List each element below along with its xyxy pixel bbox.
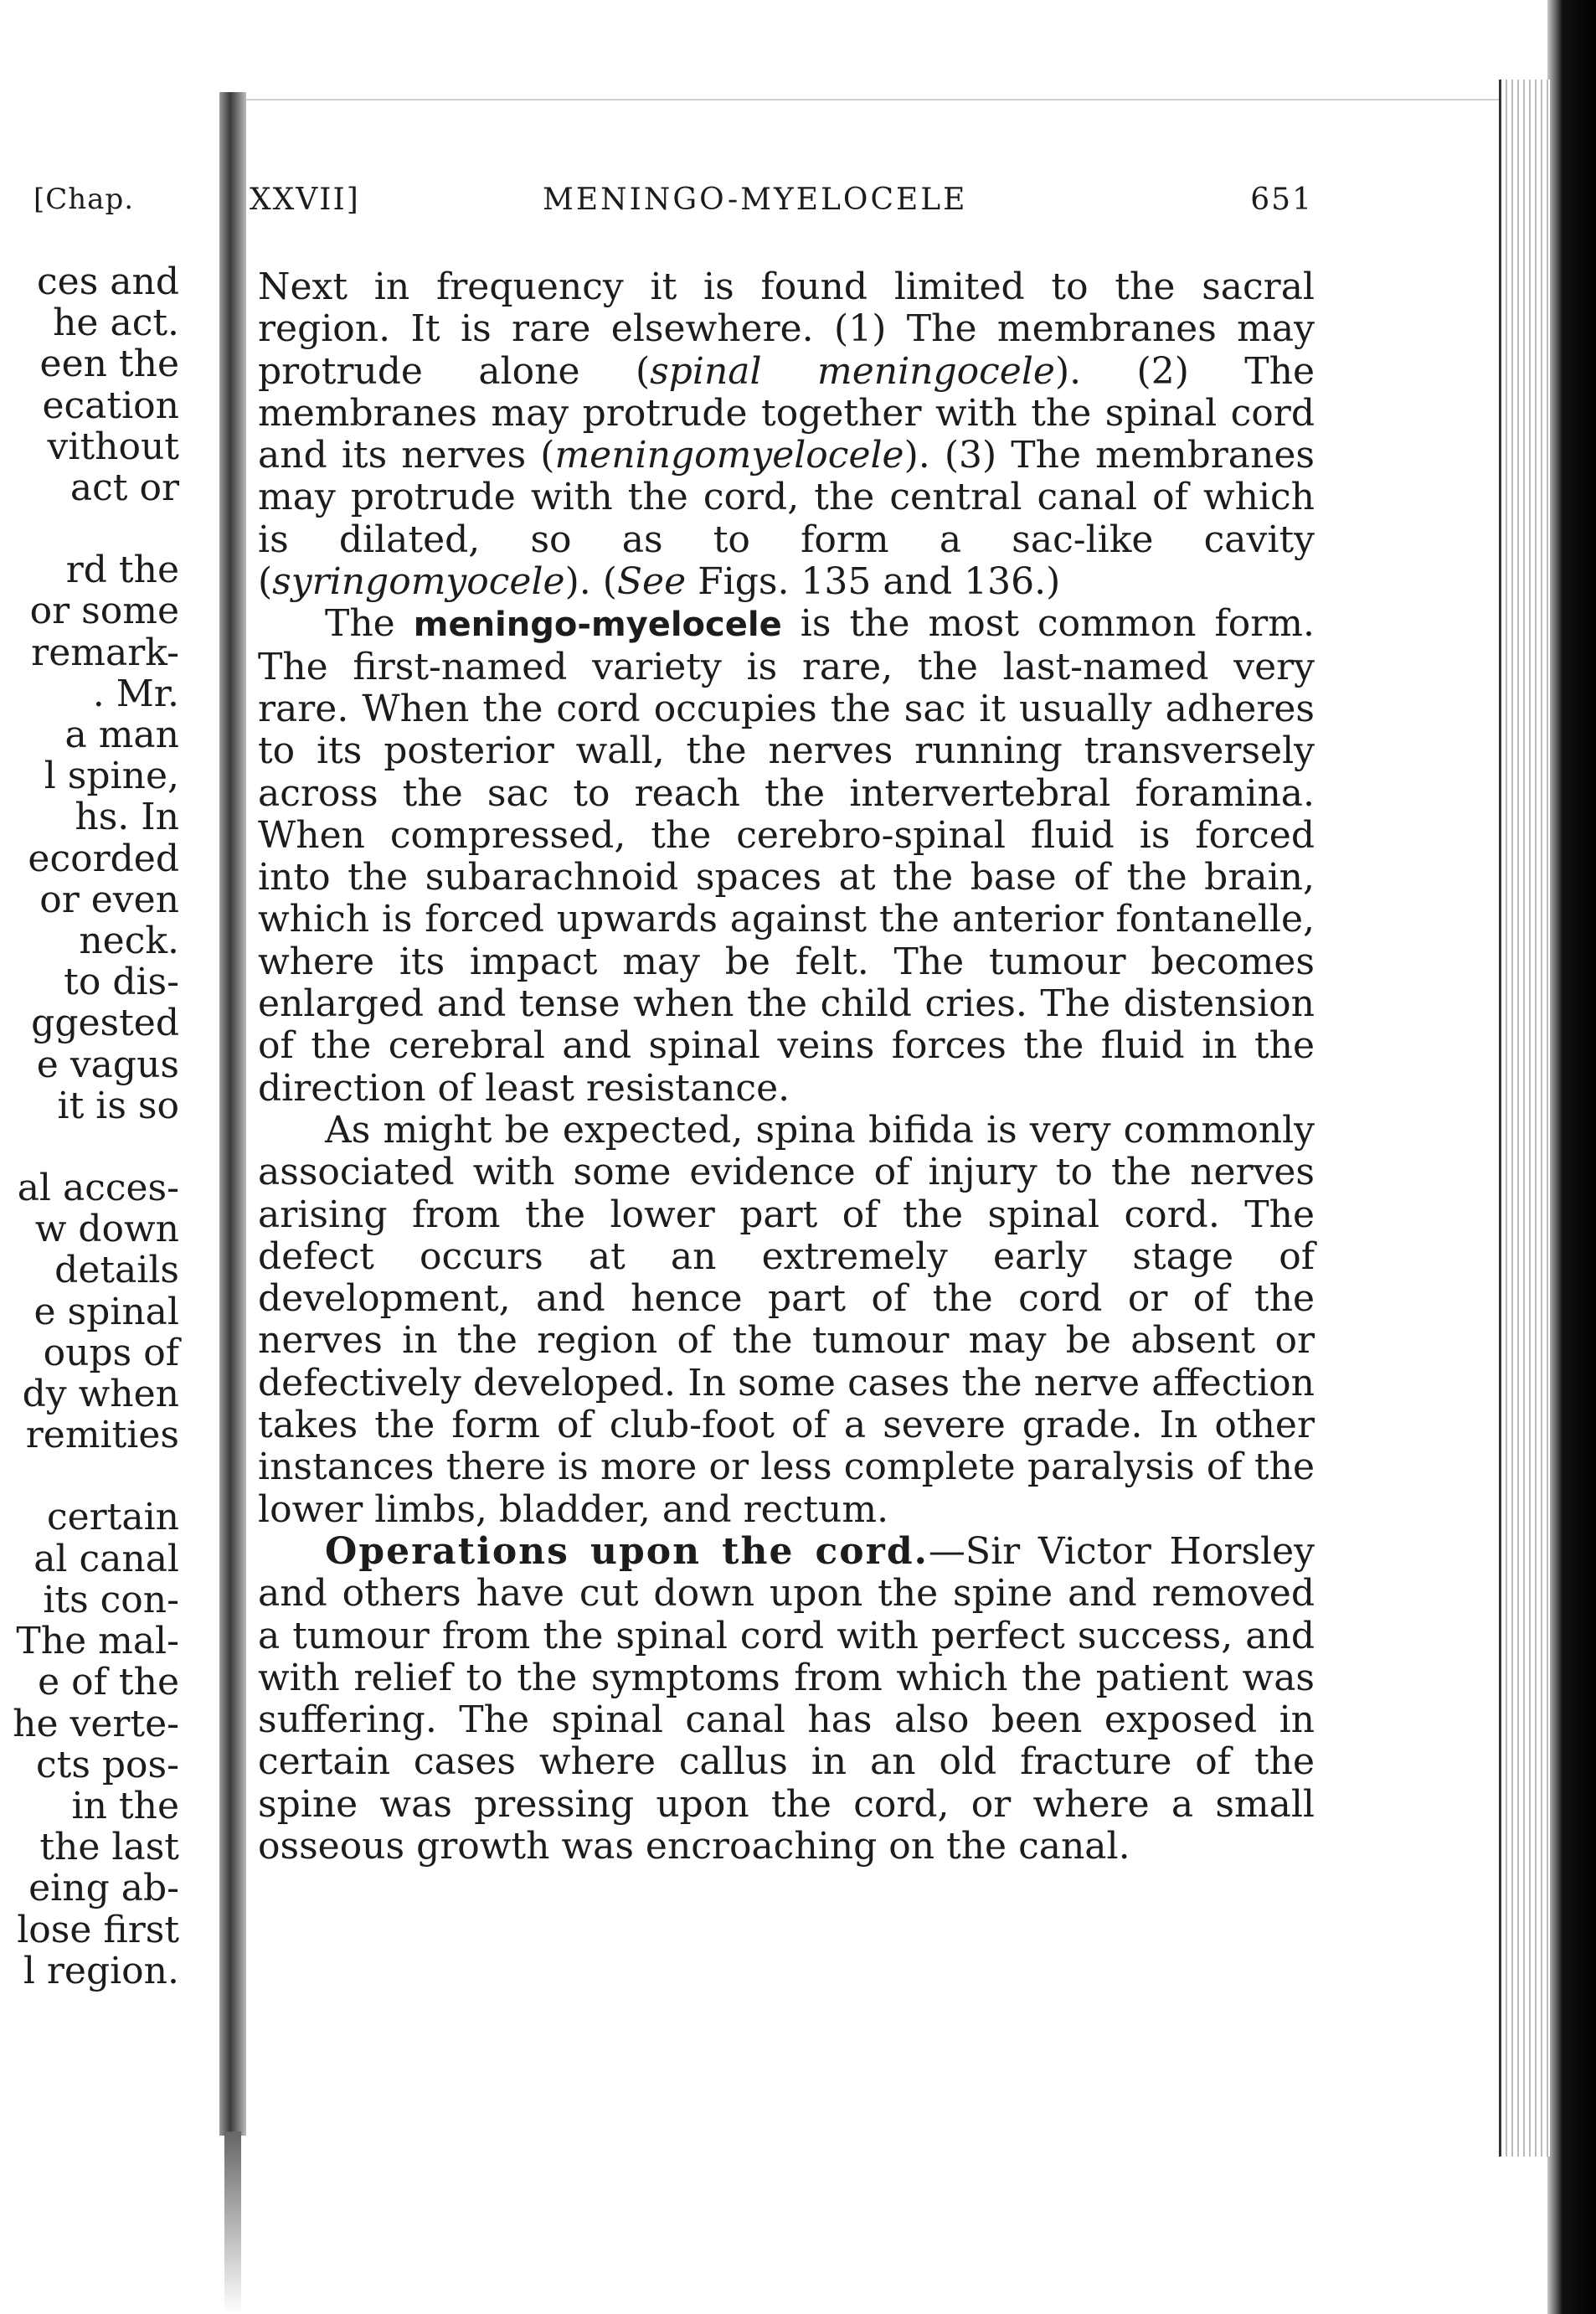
page-body: [258, 266, 1315, 1868]
line-gap: [13, 508, 179, 549]
left-text-line: a man: [64, 714, 179, 757]
left-text-line: vithout: [47, 425, 179, 468]
left-page-text: [13, 261, 179, 1992]
text-run: Figs. 135 and 136.): [686, 560, 1061, 604]
page-header: [250, 183, 1313, 224]
text-run: ). (: [564, 560, 617, 604]
left-page: [0, 0, 219, 2314]
left-text-line: remark-: [31, 631, 179, 674]
line-gap: [13, 1126, 179, 1167]
italic-term: syringomyocele: [272, 560, 565, 604]
left-text-line: or even: [39, 878, 179, 921]
italic-term: See: [616, 560, 687, 604]
chapter-number: XXVII]: [250, 183, 360, 217]
left-text-line: e of the: [38, 1661, 179, 1704]
text-run: Next in frequency it is found limited to the sacral region. It is rare elsewhere. (1) The membranes may protrude alone (: [258, 265, 1315, 393]
left-text-line: neck.: [79, 920, 179, 963]
left-text-line: The mal-: [16, 1620, 179, 1663]
left-text-line: dy when: [22, 1373, 179, 1416]
bold-term: meningo-myelocele: [413, 606, 782, 645]
left-text-line: he act.: [53, 301, 179, 345]
line-gap: [13, 1456, 179, 1497]
left-text-line: the last: [39, 1826, 179, 1869]
page-stack-edge: [1499, 80, 1550, 2157]
left-text-line: act or: [70, 466, 179, 510]
left-chapter-header: [Chap.: [33, 183, 135, 216]
left-text-line: oups of: [43, 1331, 179, 1374]
left-text-line: l spine,: [44, 755, 179, 798]
left-text-line: ecation: [42, 384, 179, 427]
left-text-line: remities: [25, 1414, 179, 1457]
left-text-line: een the: [39, 343, 179, 386]
section-heading: Operations upon the cord.: [325, 1529, 929, 1573]
scan-edge: [1547, 0, 1596, 2314]
left-text-line: rd the: [65, 549, 179, 592]
page-title: MENINGO-MYELOCELE: [543, 183, 968, 217]
left-text-line: eing ab-: [28, 1867, 179, 1910]
text-run: —: [928, 1529, 965, 1573]
left-text-line: its con-: [43, 1578, 179, 1621]
left-text-line: al canal: [33, 1537, 179, 1580]
page-number: 651: [1250, 183, 1313, 217]
italic-term: spinal meningocele: [650, 349, 1055, 393]
left-text-line: e vagus: [36, 1043, 179, 1086]
paragraph-2: [258, 603, 1315, 1110]
left-text-line: certain: [46, 1496, 179, 1539]
left-text-line: . Mr.: [92, 672, 179, 715]
text-run: ). (2) The membranes may protrude together with the spinal cord and its nerves (: [258, 349, 1315, 477]
left-text-line: details: [54, 1249, 179, 1292]
left-text-line: al acces-: [17, 1167, 179, 1210]
left-text-line: lose first: [17, 1908, 179, 1951]
book-gutter-shadow: [224, 2131, 241, 2314]
left-text-line: ces and: [37, 260, 179, 303]
left-text-line: ecorded: [28, 837, 179, 880]
left-text-line: l region.: [23, 1949, 179, 1992]
paragraph-1: [258, 266, 1315, 603]
book-gutter: [219, 92, 246, 2136]
text-run: is the most common form. The first-named variety is rare, the last-named very rare. When the cord occupies the sac it usually adheres to its posterior wall, the nerves running transversely across the sac to reach the intervertebral foramina. When compressed, the cerebro-spinal fluid is forced into the subarachnoid spaces at the base of the brain, which is forced upwards against the anterior fontanelle, where its impact may be felt. The tumour becomes enlarged and tense when the child cries. The distension of the cerebral and spinal veins forces the fluid in the direction of least resistance.: [258, 602, 1315, 1110]
left-text-line: ggested: [31, 1002, 179, 1045]
italic-term: meningomyelocele: [554, 434, 904, 477]
text-run: Sir Victor Horsley and others have cut down upon the spine and removed a tumour from the spinal cord with perfect success, and with relief to the symptoms from which the patient was suffering. The spinal canal has also been exposed in certain cases where callus in an old fracture of the spine was pressing upon the cord, or where a small osseous growth was encroaching on the canal.: [258, 1529, 1315, 1868]
paragraph-4: [258, 1531, 1315, 1868]
paragraph-3: As might be expected, spina bifida is very commonly associated with some evidence of injury to the nerves arising from the lower part of the spinal cord. The defect occurs at an extremely early stage of development, and hence part of the cord or of the nerves in the region of the tumour may be absent or defectively developed. In some cases the nerve affection takes the form of club-foot of a severe grade. In other instances there is more or less complete paralysis of the lower limbs, bladder, and rectum.: [258, 1108, 1315, 1531]
left-text-line: cts pos-: [36, 1743, 179, 1786]
left-text-line: to dis-: [64, 961, 179, 1004]
left-text-line: he verte-: [13, 1702, 179, 1745]
left-text-line: e spinal: [33, 1290, 179, 1333]
left-text-line: in the: [71, 1784, 179, 1827]
left-text-line: or some: [29, 590, 179, 633]
left-text-line: it is so: [57, 1084, 179, 1127]
text-run: The: [325, 602, 414, 646]
left-text-line: hs. In: [75, 796, 179, 839]
left-text-line: w down: [34, 1208, 179, 1251]
text-run: ). (3) The membranes may protrude with the cord, the central canal of which is dilated, so as to form a sac-like cavity (: [258, 434, 1315, 604]
